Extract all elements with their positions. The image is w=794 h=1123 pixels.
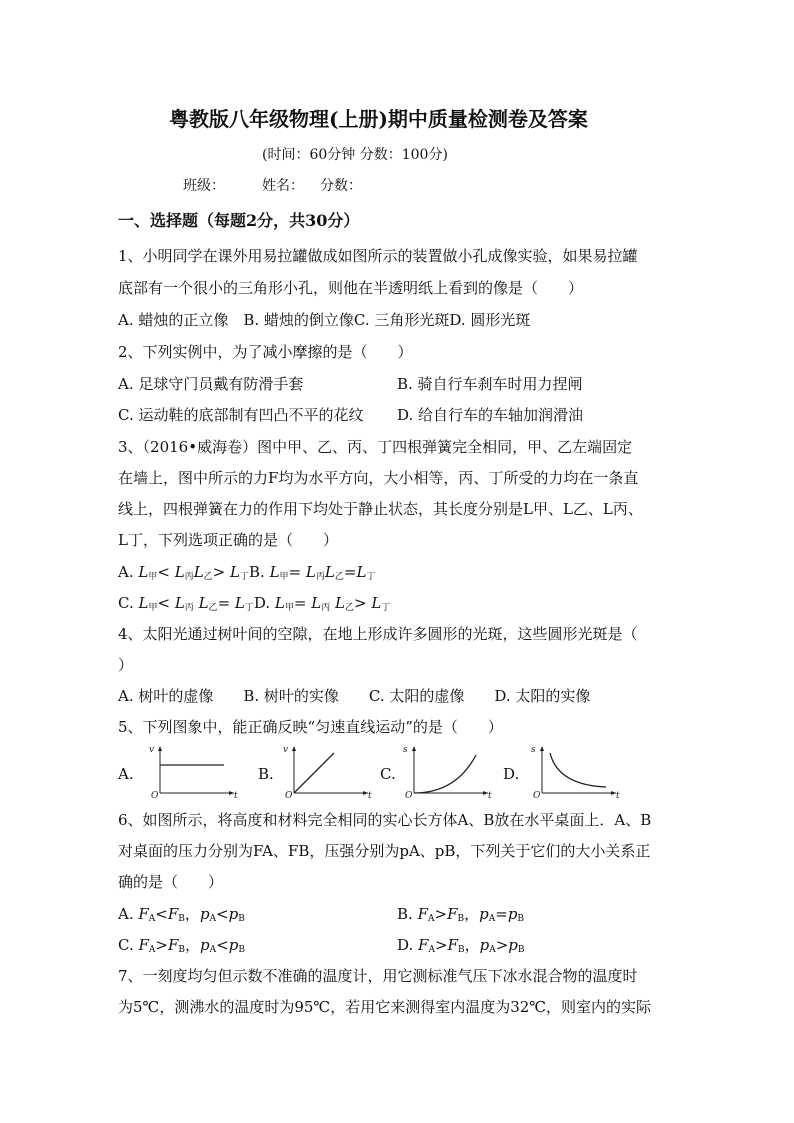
q2-option-b: B. 骑自行车刹车时用力捏闸: [397, 375, 583, 393]
q6-line3: 确的是（ ）: [118, 873, 224, 891]
svg-text:O: O: [405, 791, 413, 799]
score-label: 分数：: [320, 178, 362, 194]
section-heading: 一、选择题（每题2分，共30分）: [118, 211, 360, 230]
name-label: 姓名：: [262, 178, 304, 194]
q6-option-a: A. $F_A<F_B$，$p_A<p_B$: [118, 905, 245, 924]
page-title: 粤教版八年级物理(上册)期中质量检测卷及答案: [169, 107, 588, 131]
svg-text:O: O: [285, 791, 293, 799]
q3-options-cd: C. $L_甲< L_丙$ $L_乙= L_丁D$. $L_甲= L_丙$ $L_乙> L_丁$: [118, 594, 391, 613]
q6-option-c: C. $F_A>F_B$，$p_A<p_B$: [118, 936, 245, 955]
q3-line3: 线上，四根弹簧在力的作用下均处于静止状态，其长度分别是L甲、L乙、L丙、: [118, 500, 643, 518]
svg-text:v: v: [149, 745, 155, 755]
q1-line1: 1、小明同学在课外用易拉罐做成如图所示的装置做小孔成像实验，如果易拉罐: [118, 247, 638, 265]
q5-graph-b: [280, 743, 374, 803]
q5-graph-a: [146, 743, 240, 803]
class-label: 班级：: [183, 178, 225, 194]
svg-text:s: s: [403, 745, 408, 755]
svg-text:t: t: [234, 791, 238, 799]
svg-text:t: t: [616, 791, 620, 799]
svg-text:t: t: [368, 791, 372, 799]
q6-option-d: D. $F_A>F_B$，$p_A>p_B$: [397, 936, 525, 955]
q4-line1: 4、太阳光通过树叶间的空隙，在地上形成许多圆形的光斑，这些圆形光斑是（: [118, 625, 638, 643]
q3-line4: L丁，下列选项正确的是（ ）: [118, 531, 338, 549]
q7-line1: 7、一刻度均匀但示数不准确的温度计，用它测标准气压下冰水混合物的温度时: [118, 967, 638, 985]
q7-line2: 为5℃，测沸水的温度时为95℃，若用它来测得室内温度为32℃，则室内的实际: [118, 998, 652, 1016]
svg-text:s: s: [531, 745, 536, 755]
q2-option-a: A. 足球守门员戴有防滑手套: [118, 375, 304, 393]
q5-graph-d: [528, 743, 622, 803]
q6-option-b: B. $F_A>F_B$，$p_A=p_B$: [397, 905, 525, 924]
q6-line2: 对桌面的压力分别为FA、FB，压强分别为pA、pB，下列关于它们的大小关系正: [118, 842, 651, 860]
q2-option-c: C. 运动鞋的底部制有凹凸不平的花纹: [118, 406, 364, 424]
q6-line1: 6、如图所示，将高度和材料完全相同的实心长方体A、B放在水平桌面上．A、B: [118, 811, 652, 829]
q5-option-b-label: B.: [258, 765, 274, 783]
q4-options: A. 树叶的虚像 B. 树叶的实像 C. 太阳的虚像 D. 太阳的实像: [118, 687, 591, 705]
q1-options: A. 蜡烛的正立像 B. 蜡烛的倒立像C. 三角形光斑D. 圆形光斑: [118, 311, 531, 329]
q5-graph-c: [400, 743, 494, 803]
q5-option-a-label: A.: [118, 765, 134, 783]
q2-option-d: D. 给自行车的车轴加润滑油: [397, 406, 584, 424]
q3-options-ab: A. $L_甲< L_丙L_乙> L_丁B$. $L_甲= L_丙L_乙=L_丁$: [118, 563, 376, 582]
svg-text:v: v: [283, 745, 289, 755]
q4-line2: ）: [118, 656, 134, 674]
q1-line2: 底部有一个很小的三角形小孔，则他在半透明纸上看到的像是（ ）: [118, 279, 584, 297]
q5-line1: 5、下列图象中，能正确反映“匀速直线运动”的是（ ）: [118, 718, 503, 736]
time-score: (时间：60分钟 分数：100分): [262, 147, 448, 163]
q3-line2: 在墙上，图中所示的力F均为水平方向，大小相等，丙、丁所受的力均在一条直: [118, 469, 639, 487]
svg-text:t: t: [488, 791, 492, 799]
svg-text:O: O: [151, 791, 159, 799]
q2-line1: 2、下列实例中，为了减小摩擦的是（ ）: [118, 343, 413, 361]
q5-option-c-label: C.: [380, 765, 396, 783]
svg-text:O: O: [533, 791, 541, 799]
q5-option-d-label: D.: [503, 765, 520, 783]
q3-line1: 3、（2016•威海卷）图中甲、乙、丙、丁四根弹簧完全相同，甲、乙左端固定: [118, 438, 633, 456]
